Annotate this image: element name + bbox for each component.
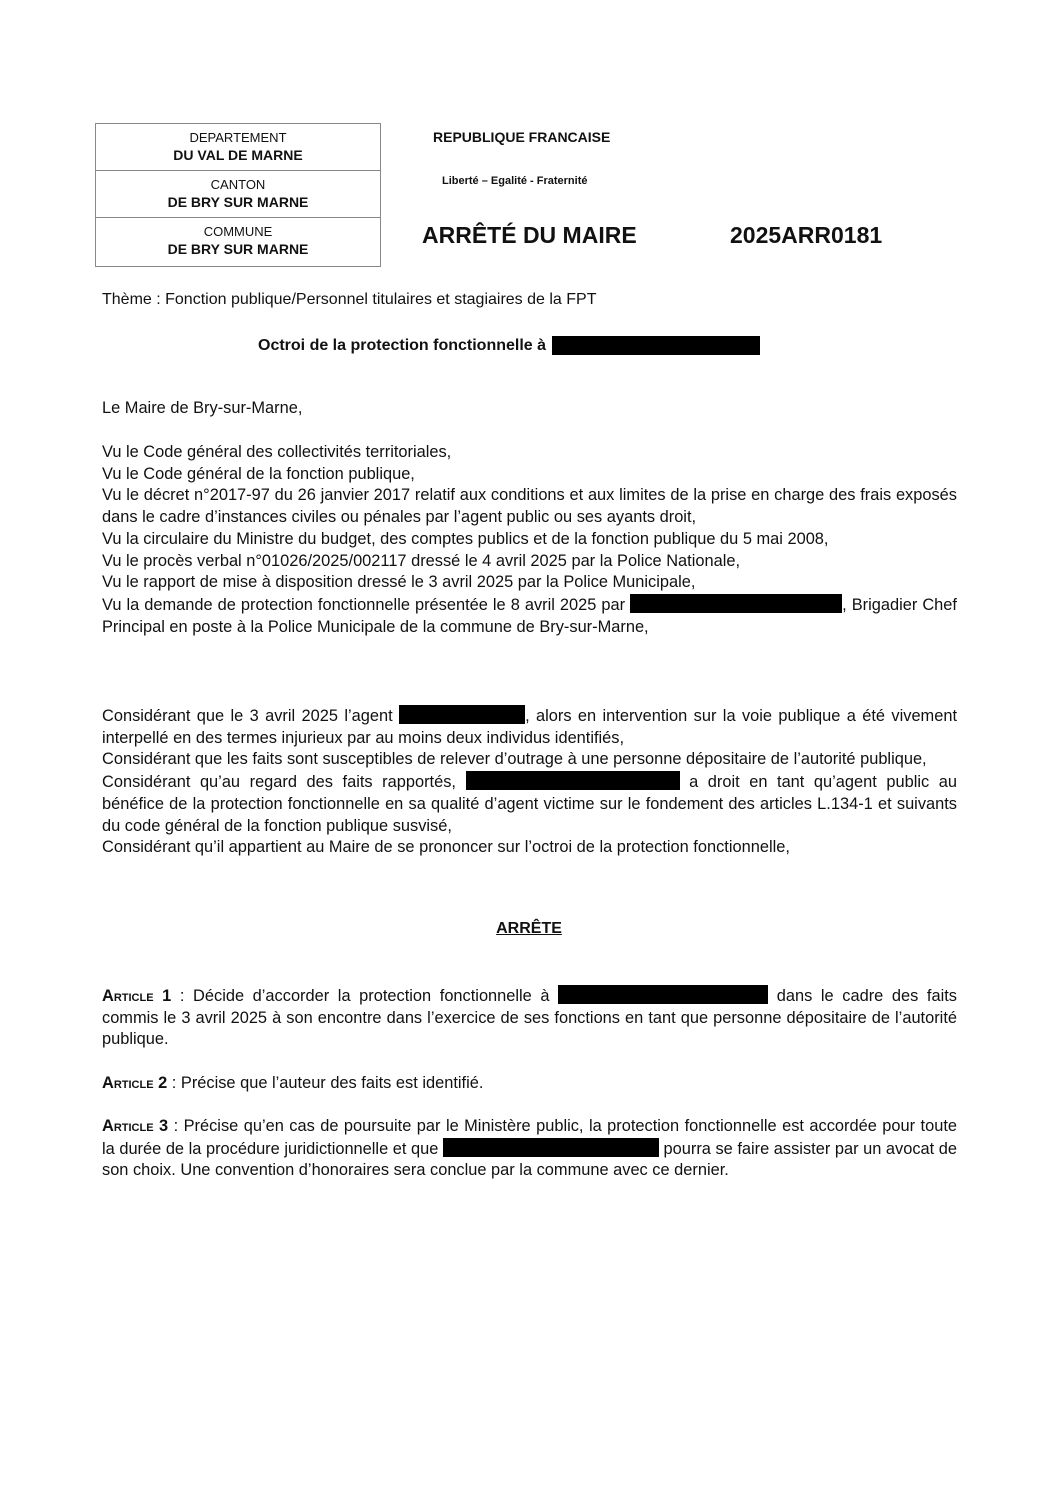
article-2 bbox=[102, 1073, 957, 1095]
vu-section bbox=[102, 442, 957, 638]
considerant-line bbox=[102, 705, 957, 749]
republic-motto: Liberté – Egalité - Fraternité bbox=[442, 175, 588, 187]
intro-text: Le Maire de Bry-sur-Marne, bbox=[102, 399, 303, 417]
vu-line bbox=[102, 594, 957, 638]
department-name: DU VAL DE MARNE bbox=[173, 147, 303, 163]
intro bbox=[102, 398, 957, 420]
commune-cell bbox=[96, 218, 380, 265]
considerant-section bbox=[102, 705, 957, 859]
redacted-name bbox=[466, 771, 680, 790]
theme-line: Thème : Fonction publique/Personnel titulaires et stagiaires de la FPT bbox=[102, 291, 597, 308]
considerant-text: Considérant que le 3 avril 2025 l’agent bbox=[102, 707, 393, 725]
article-3-body: : Précise qu’en cas de poursuite par le Ministère public, la protection fonctionnelle est accordée pour toute la durée de la procédure juridictionnelle et que bbox=[102, 1117, 957, 1158]
redacted-name bbox=[630, 594, 842, 613]
vu-line: Vu le Code général de la fonction publique, bbox=[102, 464, 415, 483]
commune-label: COMMUNE bbox=[203, 224, 273, 239]
redacted-name bbox=[443, 1138, 659, 1157]
vu-line: Vu le procès verbal n°01026/2025/002117 dressé le 4 avril 2025 par la Police Nationale, bbox=[102, 551, 741, 570]
considerant-line bbox=[102, 771, 957, 837]
article-1-rest: dans le cadre des faits commis le 3 avril 2025 à son encontre dans l’exercice de ses fonctions en tant que personne dépositaire de l’autorité publique. bbox=[102, 987, 957, 1049]
subject-line bbox=[258, 336, 760, 355]
considerant-line: Considérant qu’il appartient au Maire de se prononcer sur l’octroi de la protection fonctionnelle, bbox=[102, 838, 790, 857]
article-2-body: : Précise que l’auteur des faits est identifié. bbox=[167, 1074, 484, 1092]
vu-line: Vu le décret n°2017-97 du 26 janvier 2017 relatif aux conditions et aux limites de la prise en charge des frais exposés dans le cadre d’instances civiles ou pénales par l’agent public ou ses ayants droit, bbox=[102, 486, 957, 527]
considerant-text: Considérant qu’au regard des faits rapportés, bbox=[102, 773, 456, 792]
article-1 bbox=[102, 985, 957, 1051]
article-2-text bbox=[102, 1073, 957, 1095]
article-2-label: Article 2 bbox=[102, 1074, 168, 1092]
vu-request-text: Vu la demande de protection fonctionnelle présentée le 8 avril 2025 par bbox=[102, 595, 626, 614]
article-3-rest: pourra se faire assister par un avocat de son choix. Une convention d’honoraires sera conclue par la commune avec ce dernier. bbox=[102, 1139, 957, 1180]
canton-label: CANTON bbox=[210, 177, 266, 192]
document-title: ARRÊTÉ DU MAIRE bbox=[422, 222, 637, 248]
subject-text: Octroi de la protection fonctionnelle à bbox=[258, 336, 547, 354]
article-1-text bbox=[102, 985, 957, 1051]
vu-line: Vu le Code général des collectivités territoriales, bbox=[102, 443, 452, 461]
article-3-label: Article 3 bbox=[102, 1117, 169, 1135]
canton-name: DE BRY SUR MARNE bbox=[167, 194, 309, 210]
redacted-name bbox=[552, 336, 760, 355]
article-3 bbox=[102, 1116, 957, 1182]
canton-cell bbox=[96, 171, 380, 218]
commune-name: DE BRY SUR MARNE bbox=[167, 241, 309, 257]
department-label: DEPARTEMENT bbox=[189, 130, 287, 145]
administrative-box bbox=[95, 123, 381, 267]
article-1-label: Article 1 bbox=[102, 987, 172, 1005]
vu-line: Vu la circulaire du Ministre du budget, des comptes publics et de la fonction publique du 5 mai 2008, bbox=[102, 529, 829, 548]
article-3-text bbox=[102, 1116, 957, 1182]
considerant-line: Considérant que les faits sont susceptibles de relever d’outrage à une personne dépositaire de l’autorité publique, bbox=[102, 750, 927, 769]
redacted-name bbox=[558, 985, 768, 1004]
considerant-rest: , alors en intervention sur la voie publique a été vivement interpellé en des termes injurieux par au moins deux individus identifiés, bbox=[102, 707, 957, 747]
vu-request-rest: , Brigadier Chef Principal en poste à la Police Municipale de la commune de Bry-sur-Marne, bbox=[102, 595, 957, 636]
document-number: 2025ARR0181 bbox=[730, 222, 883, 248]
arrete-heading: ARRÊTE bbox=[496, 920, 562, 937]
vu-line: Vu le rapport de mise à disposition dressé le 3 avril 2025 par la Police Municipale, bbox=[102, 573, 696, 592]
article-1-body: : Décide d’accorder la protection fonctionnelle à bbox=[171, 987, 550, 1005]
redacted-name bbox=[399, 705, 525, 724]
republic-title: REPUBLIQUE FRANCAISE bbox=[433, 129, 611, 145]
department-cell bbox=[96, 124, 380, 171]
considerant-rest: a droit en tant qu’agent public au bénéfice de la protection fonctionnelle en sa qualité d’agent victime sur le fondement des articles L.134-1 et suivants du code général de la fonction publique susvisé, bbox=[102, 773, 957, 835]
